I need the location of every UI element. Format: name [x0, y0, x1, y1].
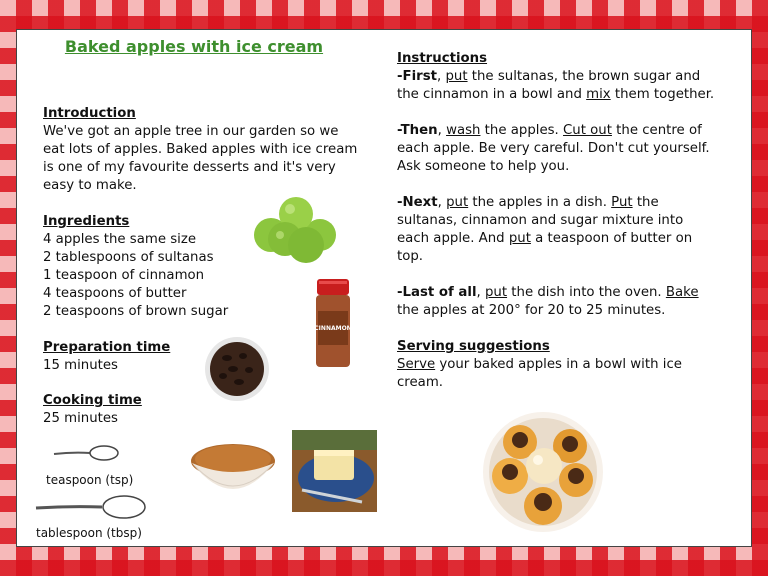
step-verb: put	[508, 231, 531, 246]
step-lead: -Next	[397, 195, 438, 210]
teaspoon-label: teaspoon (tsp)	[46, 473, 134, 487]
introduction-text: We've got an apple tree in our garden so we eat lots of apples. Baked apples with ice cream is one of my favourite desserts and it's very easy to make.	[43, 124, 358, 193]
step-lead: -Last of all	[397, 285, 477, 300]
step-verb: put	[445, 69, 468, 84]
instructions-section	[397, 50, 719, 392]
instructions-heading: Instructions	[397, 51, 488, 66]
serving-heading: Serving suggestions	[397, 339, 550, 354]
step-text: ,	[476, 285, 485, 300]
step-text: ,	[437, 195, 447, 210]
introduction-heading: Introduction	[43, 106, 136, 121]
cooking-heading: Cooking time	[43, 393, 142, 408]
preparation-value: 15 minutes	[43, 358, 118, 373]
step-text: the dish into the oven.	[507, 285, 666, 300]
tablespoon-label: tablespoon (tbsp)	[36, 526, 142, 540]
step-text: the apples at 200° for 20 to 25 minutes.	[397, 303, 666, 318]
sultanas-bowl-image	[203, 336, 271, 402]
step-verb: Cut out	[563, 123, 612, 138]
list-item: 4 apples the same size	[43, 232, 197, 247]
step-text: the centre of each apple. Be very careful. Don't cut yourself. Ask someone to help you.	[397, 123, 710, 174]
baked-apples-image	[480, 410, 606, 534]
list-item: 4 teaspoons of butter	[43, 286, 187, 301]
apples-image	[250, 195, 340, 267]
list-item: 2 teaspoons of brown sugar	[43, 304, 229, 319]
introduction-section	[43, 105, 363, 195]
step-text: the apples in a dish.	[468, 195, 612, 210]
step-verb: Bake	[665, 285, 699, 300]
instruction-step	[397, 68, 719, 104]
step-text: ,	[437, 123, 447, 138]
step-text: the apples.	[480, 123, 564, 138]
serving-verb: Serve	[397, 357, 436, 372]
butter-dish-image	[292, 430, 377, 512]
list-item: 2 tablespoons of sultanas	[43, 250, 214, 265]
preparation-heading: Preparation time	[43, 340, 171, 355]
cinnamon-label: CINNAMON	[314, 325, 352, 332]
list-item: 1 teaspoon of cinnamon	[43, 268, 205, 283]
step-verb: put	[484, 285, 508, 300]
cooking-value: 25 minutes	[43, 411, 118, 426]
step-verb: wash	[446, 123, 481, 138]
serving-section	[397, 338, 719, 392]
instruction-step	[397, 284, 719, 320]
ingredients-section	[43, 213, 253, 321]
step-verb: Put	[611, 195, 633, 210]
step-text: a teaspoon of butter on top.	[397, 231, 693, 264]
teaspoon-icon	[52, 444, 122, 464]
step-text: them together.	[610, 87, 715, 102]
step-lead: -Then	[397, 123, 438, 138]
instruction-step	[397, 122, 719, 176]
tablespoon-icon	[34, 494, 148, 524]
step-verb: put	[446, 195, 469, 210]
instruction-step	[397, 194, 719, 266]
page-title: Baked apples with ice cream	[64, 37, 324, 56]
step-text: the sultanas, the brown sugar and the cinnamon in a bowl and	[397, 69, 701, 102]
brown-sugar-bowl-image	[188, 437, 278, 497]
cinnamon-jar-image	[313, 277, 353, 369]
ingredients-heading: Ingredients	[43, 214, 130, 229]
step-text: ,	[437, 69, 446, 84]
cooking-section	[43, 392, 203, 428]
serving-text: your baked apples in a bowl with ice cream.	[397, 357, 682, 390]
step-lead: -First	[397, 69, 437, 84]
step-text: the sultanas, cinnamon and sugar mixture into each apple. And	[397, 195, 684, 246]
step-verb: mix	[586, 87, 611, 102]
preparation-section	[43, 339, 203, 375]
